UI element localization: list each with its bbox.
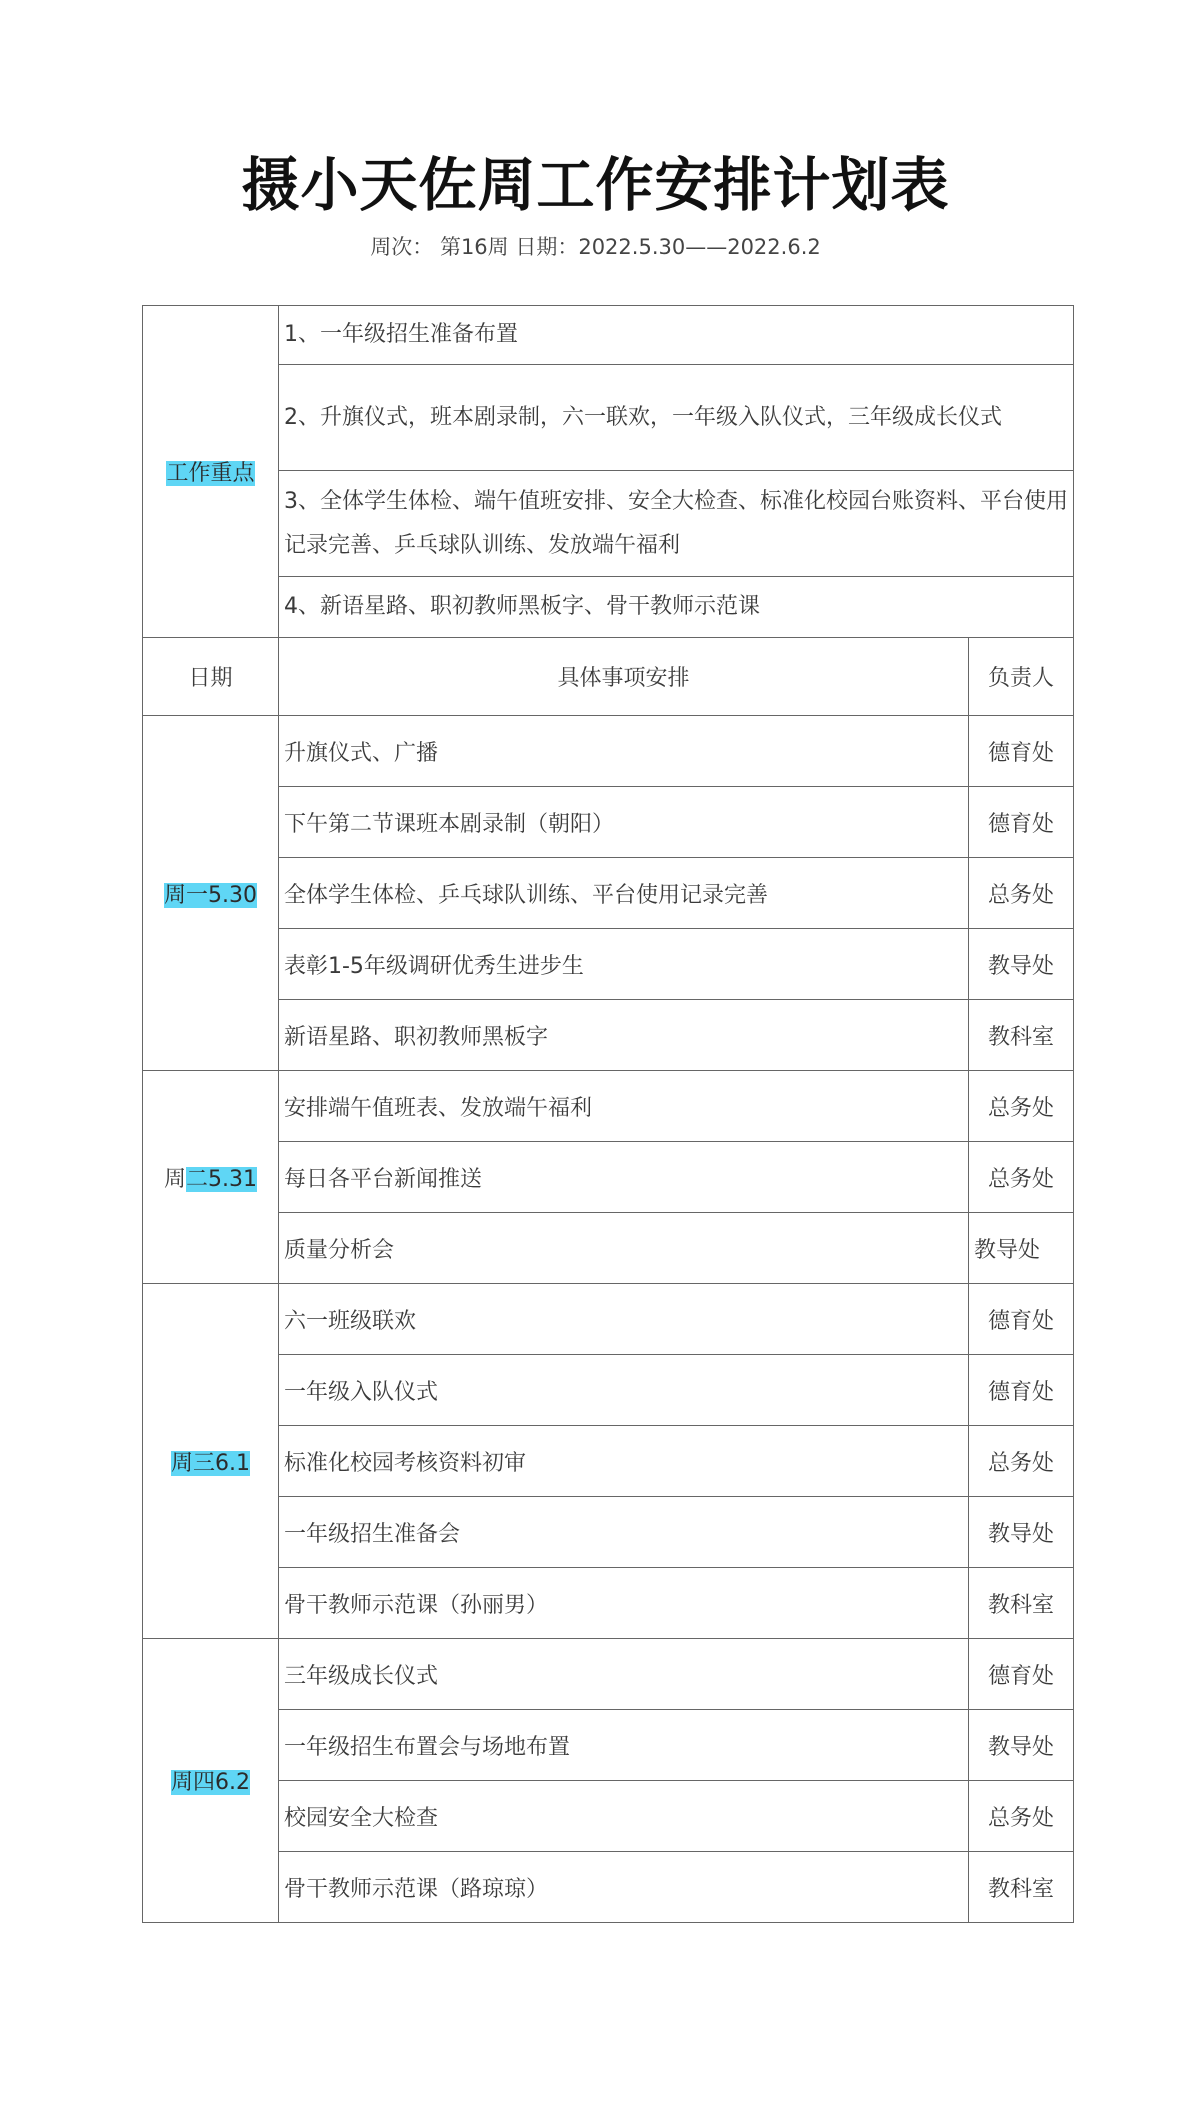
table-row [143,787,1074,858]
task-owner: 教科室 [969,1852,1074,1923]
task-item: 校园安全大检查 [279,1781,969,1852]
task-owner: 总务处 [969,1142,1074,1213]
focus-row [143,471,1074,577]
table-row [143,1568,1074,1639]
task-item: 一年级招生布置会与场地布置 [279,1710,969,1781]
table-row [143,1781,1074,1852]
week-date-subtitle: 周次： 第16周 日期：2022.5.30——2022.6.2 [370,235,821,259]
day-label-plain: 周 [163,1166,186,1192]
focus-row [143,365,1074,471]
task-item: 下午第二节课班本剧录制（朝阳） [279,787,969,858]
table-row [143,1852,1074,1923]
task-item: 安排端午值班表、发放端午福利 [279,1071,969,1142]
focus-item: 3、全体学生体检、端午值班安排、安全大检查、标准化校园台账资料、平台使用记录完善、乒乓球队训练、发放端午福利 [279,471,1074,577]
day-label-cell [143,1639,279,1923]
task-item: 三年级成长仪式 [279,1639,969,1710]
table-row [143,1213,1074,1284]
table-row [143,716,1074,787]
day-label-cell [143,1071,279,1284]
task-owner: 教导处 [969,1213,1074,1284]
table-row [143,1426,1074,1497]
table-header-row [143,638,1074,716]
task-owner: 总务处 [969,1426,1074,1497]
task-item: 升旗仪式、广播 [279,716,969,787]
table-row [143,858,1074,929]
task-owner: 总务处 [969,858,1074,929]
focus-row [143,577,1074,638]
day-label-highlight: 二5.31 [186,1166,257,1192]
day-label-highlight: 周一5.30 [164,882,257,908]
day-label-cell [143,1284,279,1639]
day-label-cell [143,716,279,1071]
task-item: 新语星路、职初教师黑板字 [279,1000,969,1071]
day-label-highlight: 周四6.2 [171,1770,250,1795]
focus-item: 1、一年级招生准备布置 [279,306,1074,365]
task-owner: 教导处 [969,929,1074,1000]
task-owner: 教导处 [969,1710,1074,1781]
task-item: 全体学生体检、乒乓球队训练、平台使用记录完善 [279,858,969,929]
table-row [143,1710,1074,1781]
task-item: 每日各平台新闻推送 [279,1142,969,1213]
table-row [143,1497,1074,1568]
day-label-highlight: 周三6.1 [171,1450,250,1476]
task-owner: 德育处 [969,787,1074,858]
task-item: 六一班级联欢 [279,1284,969,1355]
task-owner: 教科室 [969,1568,1074,1639]
schedule-table [142,305,1074,1923]
table-row [143,1071,1074,1142]
task-item: 标准化校园考核资料初审 [279,1426,969,1497]
task-owner: 总务处 [969,1781,1074,1852]
focus-item: 2、升旗仪式，班本剧录制，六一联欢，一年级入队仪式，三年级成长仪式 [279,365,1074,471]
table-row [143,929,1074,1000]
task-owner: 德育处 [969,1355,1074,1426]
task-item: 骨干教师示范课（路琼琼） [279,1852,969,1923]
focus-row [143,306,1074,365]
page-title: 摄小天佐周工作安排计划表 [241,151,950,219]
table-row [143,1000,1074,1071]
header-owner: 负责人 [969,638,1074,716]
focus-label: 工作重点 [166,461,255,486]
task-owner: 德育处 [969,716,1074,787]
task-owner: 德育处 [969,1284,1074,1355]
task-item: 质量分析会 [279,1213,969,1284]
task-item: 骨干教师示范课（孙丽男） [279,1568,969,1639]
header-date: 日期 [143,638,279,716]
table-row [143,1355,1074,1426]
task-owner: 教导处 [969,1497,1074,1568]
task-owner: 总务处 [969,1071,1074,1142]
focus-item: 4、新语星路、职初教师黑板字、骨干教师示范课 [279,577,1074,638]
task-owner: 德育处 [969,1639,1074,1710]
task-item: 表彰1-5年级调研优秀生进步生 [279,929,969,1000]
task-owner: 教科室 [969,1000,1074,1071]
focus-label-cell [143,306,279,638]
header-items: 具体事项安排 [279,638,969,716]
task-item: 一年级招生准备会 [279,1497,969,1568]
task-item: 一年级入队仪式 [279,1355,969,1426]
table-row [143,1284,1074,1355]
table-row [143,1639,1074,1710]
table-row [143,1142,1074,1213]
